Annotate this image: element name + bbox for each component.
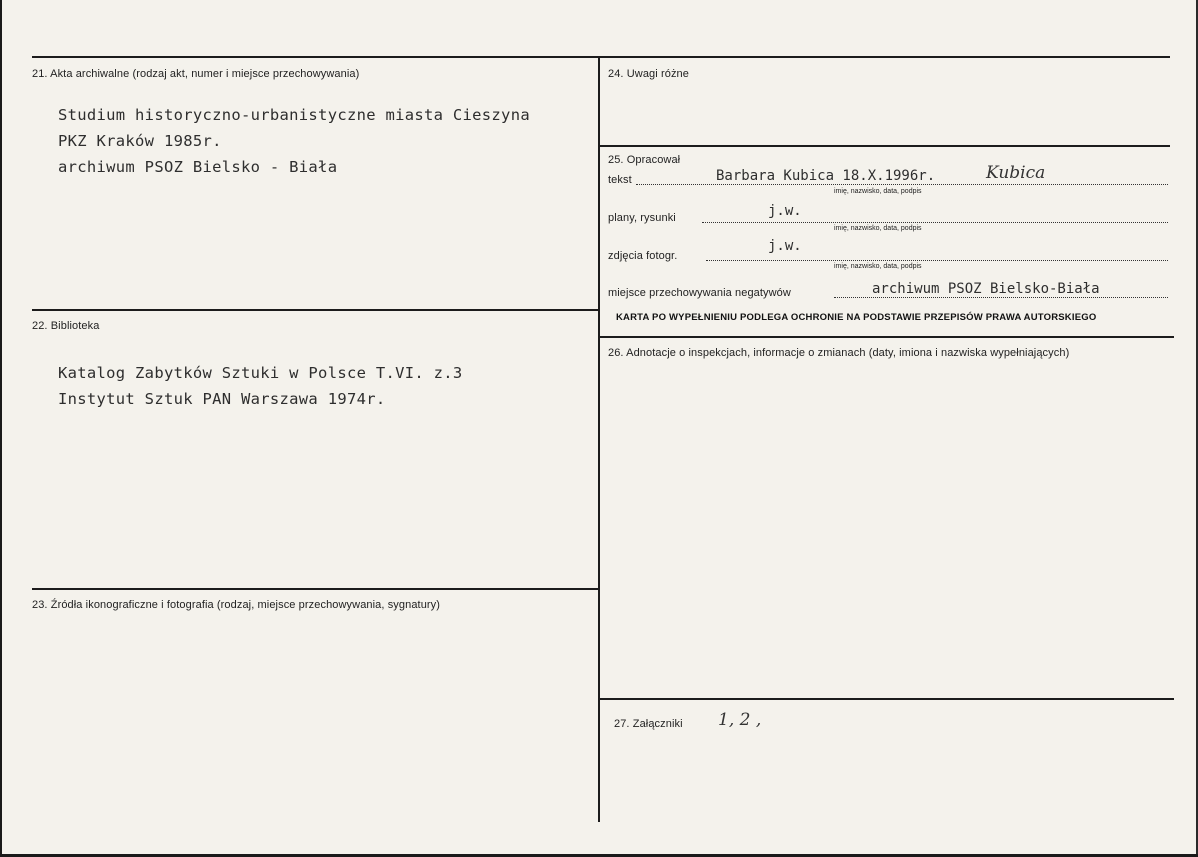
section-22-line-2: Instytut Sztuk PAN Warszawa 1974r. <box>58 390 386 408</box>
section-22-label: 22. Biblioteka <box>32 320 100 332</box>
left-column-right-border <box>598 56 600 822</box>
tekst-label: tekst <box>608 174 632 186</box>
plany-label: plany, rysunki <box>608 212 676 224</box>
divider-25-26 <box>598 336 1174 338</box>
tekst-dotted-line <box>636 184 1168 185</box>
section-23-label: 23. Źródła ikonograficzne i fotografia (rodzaj, miejsce przechowywania, sygnatury) <box>32 599 441 611</box>
negatywy-dotted-line <box>834 297 1168 298</box>
plany-caption: imię, nazwisko, data, podpis <box>834 225 922 232</box>
top-border-line <box>32 56 1170 58</box>
section-21-label: 21. Akta archiwalne (rodzaj akt, numer i miejsce przechowywania) <box>32 68 360 80</box>
negatywy-value: archiwum PSOZ Bielsko-Biała <box>872 281 1100 297</box>
negatywy-label: miejsce przechowywania negatywów <box>608 287 791 299</box>
section-27-label: 27. Załączniki <box>614 718 683 730</box>
section-21-line-1: Studium historyczno-urbanistyczne miasta Cieszyna <box>58 106 530 124</box>
copyright-notice: KARTA PO WYPEŁNIENIU PODLEGA OCHRONIE NA PODSTAWIE PRZEPISÓW PRAWA AUTORSKIEGO <box>616 312 1097 323</box>
section-21-line-2: PKZ Kraków 1985r. <box>58 132 222 150</box>
section-27-value: 1, 2 , <box>718 710 762 730</box>
section-24-label: 24. Uwagi różne <box>608 68 689 80</box>
divider-22-23 <box>32 588 600 590</box>
divider-24-25 <box>598 145 1170 147</box>
section-25-label: 25. Opracował <box>608 154 681 166</box>
zdjecia-dotted-line <box>706 260 1168 261</box>
divider-21-22 <box>32 309 600 311</box>
divider-26-27 <box>598 698 1174 700</box>
tekst-value: Barbara Kubica 18.X.1996r. <box>716 168 936 184</box>
zdjecia-label: zdjęcia fotogr. <box>608 250 678 262</box>
zdjecia-caption: imię, nazwisko, data, podpis <box>834 263 922 270</box>
zdjecia-value: j.w. <box>768 238 802 254</box>
section-22-line-1: Katalog Zabytków Sztuki w Polsce T.VI. z.3 <box>58 364 463 382</box>
plany-value: j.w. <box>768 203 802 219</box>
section-26-label: 26. Adnotacje o inspekcjach, informacje o zmianach (daty, imiona i nazwiska wypełniających) <box>608 347 1070 359</box>
section-21-line-3: archiwum PSOZ Bielsko - Biała <box>58 158 338 176</box>
archive-card <box>2 0 1198 854</box>
plany-dotted-line <box>702 222 1168 223</box>
tekst-caption: imię, nazwisko, data, podpis <box>834 188 922 195</box>
author-signature: Kubica <box>986 163 1046 183</box>
